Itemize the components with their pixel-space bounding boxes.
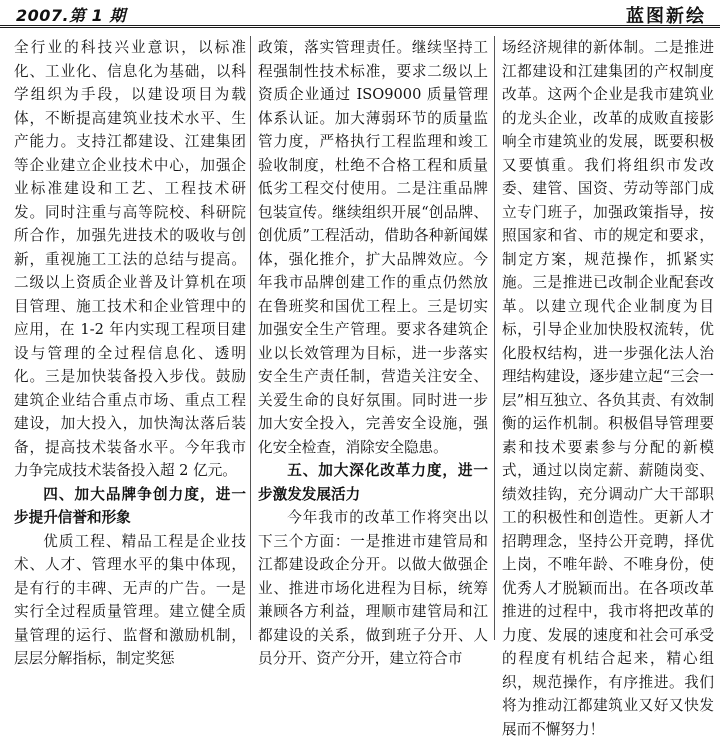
paragraph: 政策，落实管理责任。继续坚持工程强制性技术标准，要求二级以上资质企业通过 ISO9000 质量管理体系认证。加大薄弱环节的质量监管力度，严格执行工程监理和竣工验收制度，杜绝不合格工程和质量低劣工程交付使用。二是注重品牌包装宣传。继续组织开展“创品牌、创优质”工程活动，借助各种新闻媒体，强化推介，扩大品牌效应。今年我市品牌创建工作的重点仍然放在鲁班奖和国优工程上。三是切实加强安全生产管理。要求各建筑企业以长效管理为目标，进一步落实安全生产责任制，营造关注安全、关爱生命的良好氛围。同时进一步加大安全投入，完善安全设施，强化安全检查，消除安全隐患。	[258, 39, 488, 456]
article-column-2	[258, 36, 488, 667]
issue-number: 2007.第 1 期	[16, 6, 126, 25]
page-header	[0, 0, 720, 28]
column-divider	[250, 36, 251, 640]
paragraph: 优质工程、精品工程是企业技术、人才、管理水平的集中体现，是有行的丰碑、无声的广告。一是实行全过程质量管理。建立健全质量管理的运行、监督和激励机制，层层分解指标，制定奖惩	[14, 532, 246, 667]
paragraph: 全行业的科技兴业意识，以标准化、工业化、信息化为基础，以科学组织为手段，以建设项目为载体，不断提高建筑业技术水平、生产能力。支持江都建设、江建集团等企业建立企业技术中心，加强企业标准建设和工艺、工程技术研发。同时注重与高等院校、科研院所合作，加强先进技术的吸收与创新，重视施工工法的总结与提高。二级以上资质企业普及计算机在项目管理、施工技术和企业管理中的应用，在 1-2 年内实现工程项目建设与管理的全过程信息化、透明化。三是加快装备投入步伐。鼓励建筑企业结合重点市场、重点工程建设，加大投入，加快淘汰落后装备，提高技术装备水平。今年我市力争完成技术装备投入超 2 亿元。	[14, 39, 246, 479]
section-heading: 四、加大品牌争创力度，进一步提升信誉和形象	[14, 485, 246, 526]
paragraph: 场经济规律的新体制。二是推进江都建设和江建集团的产权制度改革。这两个企业是我市建筑业的龙头企业，改革的成败直接影响全市建筑业的发展，既要积极又要慎重。我们将组织市发改委、建管、国资、劳动等部门成立专门班子，加强政策指导，按照国家和省、市的规定和要求，制定方案，规范操作，抓紧实施。三是推进已改制企业配套改革。以建立现代企业制度为目标，引导企业加快股权流转，优化股权结构，进一步强化法人治理结构建设，逐步建立起“三会一层”相互独立、各负其责、有效制衡的运作机制。积极倡导管理要素和技术要素参与分配的新模式，通过以岗定薪、薪随岗变、绩效挂钩，充分调动广大干部职工的积极性和创造性。更新人才招聘理念，坚持公开竞聘，择优上岗，不唯年龄、不唯身份，使优秀人才脱颖而出。在各项改革推进的过程中，我市将把改革的力度、发展的速度和社会可承受的程度有机结合起来，精心组织，规范操作，有序推进。我们将为推动江都建筑业又好又快发展而不懈努力！	[502, 39, 714, 738]
column-divider	[494, 36, 495, 640]
paragraph: 今年我市的改革工作将突出以下三个方面：一是推进市建管局和江都建设政企分开。以做大做强企业、推进市场化进程为目标，统筹兼顾各方利益，理顺市建管局和江都建设的关系，做到班子分开、人员分开、资产分开，建立符合市	[258, 509, 488, 667]
section-title: 蓝图新绘	[626, 6, 706, 27]
section-heading: 五、加大深化改革力度，进一步激发发展活力	[258, 462, 488, 503]
article-column-1	[14, 36, 246, 667]
article-column-3	[502, 36, 714, 738]
